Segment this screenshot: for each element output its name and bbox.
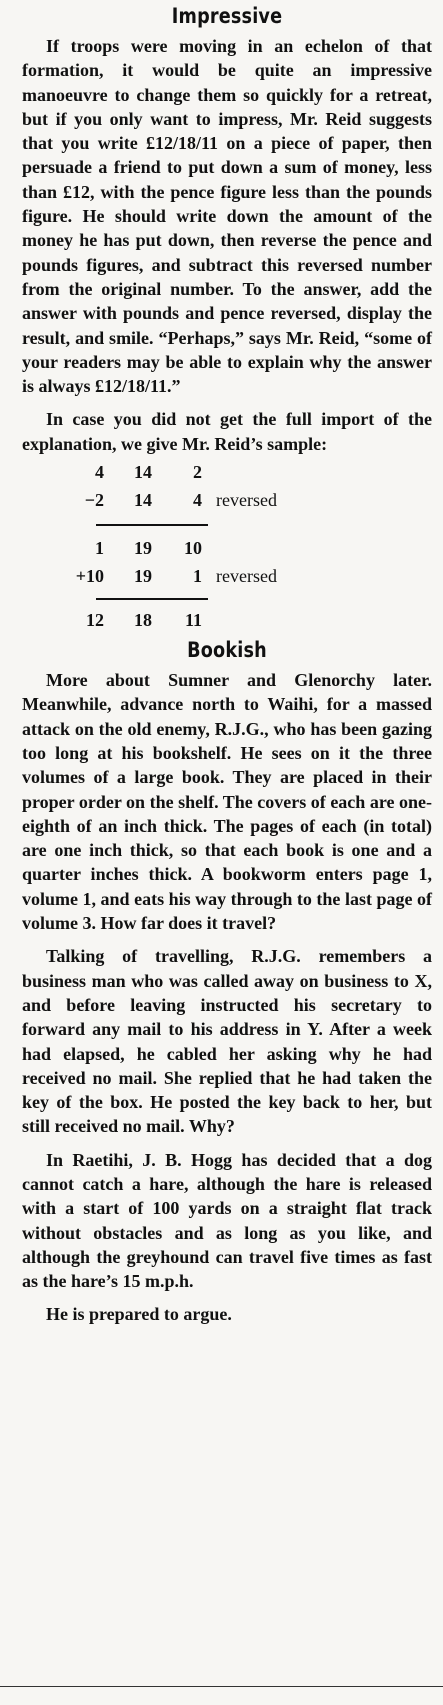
sum-rule bbox=[96, 524, 208, 526]
reversed-note: reversed bbox=[216, 490, 277, 511]
sample-row bbox=[22, 606, 432, 634]
pence-cell: 1 bbox=[193, 566, 202, 587]
shillings-cell: 14 bbox=[134, 462, 152, 483]
paragraph-troops: If troops were moving in an echelon of that formation, it would be quite an impressive manoeuvre to change them so quickly for a retreat, but if you only want to impress, Mr. Reid suggests that you write £12/18/11 on a piece of paper, then persuade a friend to put down a sum of money, less than £12, with the pence figure less than the pounds figure. He should write down the amount of the money he has put down, then reverse the pence and pounds figures, and subtract this reversed number from the original number. To the answer, add the answer with pounds and pence reversed, display the result, and smile. “Perhaps,” says Mr. Reid, “some of your readers may be able to explain why the answer is always £12/18/11.” bbox=[22, 36, 432, 397]
paragraph-hare: In Raetihi, J. B. Hogg has decided that a dog cannot catch a hare, although the hare is released with a start of 100 yards on a straight flat track without obstacles and as long as you like, and although the greyhound can travel five times as fast as the hare’s 15 m.p.h. bbox=[22, 1149, 432, 1292]
sample-row bbox=[22, 562, 432, 590]
pounds-cell: −2 bbox=[84, 490, 104, 511]
paragraph-sample-intro: In case you did not get the full import of the explanation, we give Mr. Reid’s sample: bbox=[22, 409, 432, 454]
pence-cell: 11 bbox=[184, 610, 202, 631]
paragraph-bookworm: More about Sumner and Glenorchy later. Meanwhile, advance north to Waihi, for a massed attack on the old enemy, R.J.G., who has been gazing too long at his bookshelf. He sees on it the three volumes of a large book. They are placed in their proper order on the shelf. The covers of each are one-eighth of an inch thick. The pages of each (in total) are one inch thick, so that each book is one and a quarter inches thick. A bookworm enters page 1, volume 1, and eats his way through to the last page of volume 3. How far does it travel? bbox=[22, 670, 432, 934]
shillings-cell: 19 bbox=[134, 538, 152, 559]
pence-cell: 2 bbox=[193, 462, 202, 483]
pounds-cell: 4 bbox=[95, 462, 104, 483]
shillings-cell: 19 bbox=[134, 566, 152, 587]
pounds-cell: +10 bbox=[75, 566, 104, 587]
sample-calculation bbox=[22, 458, 432, 634]
sample-row bbox=[22, 458, 432, 486]
reversed-note: reversed bbox=[216, 566, 277, 587]
sample-row bbox=[22, 486, 432, 514]
paragraph-argue: He is prepared to argue. bbox=[46, 1304, 232, 1325]
shillings-cell: 14 bbox=[134, 490, 152, 511]
shillings-cell: 18 bbox=[134, 610, 152, 631]
pounds-cell: 1 bbox=[95, 538, 104, 559]
sum-rule bbox=[96, 598, 208, 600]
sample-row bbox=[22, 534, 432, 562]
paragraph-mail: Talking of travelling, R.J.G. remembers a business man who was called away on business to X, and before leaving instructed his secretary to forward any mail to his address in Y. After a week had elapsed, he cabled her asking why he had received no mail. She replied that he had taken the key of the box. He posted the key back to her, but still received no mail. Why? bbox=[22, 946, 432, 1137]
pence-cell: 10 bbox=[184, 538, 202, 559]
article-column bbox=[22, 0, 432, 1327]
pence-cell: 4 bbox=[193, 490, 202, 511]
heading-bookish: Bookish bbox=[187, 638, 267, 663]
heading-impressive: Impressive bbox=[171, 4, 283, 28]
pounds-cell: 12 bbox=[86, 610, 104, 631]
end-rule bbox=[0, 1686, 443, 1687]
